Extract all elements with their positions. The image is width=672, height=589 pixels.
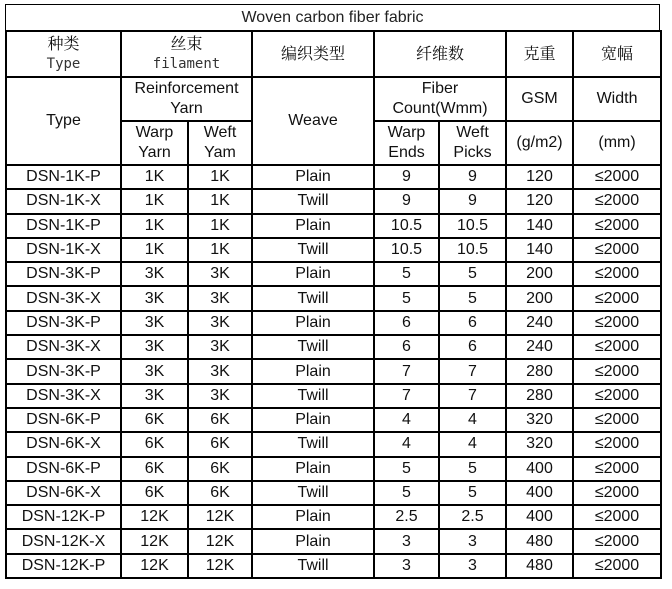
cell-warp-ends: 9 <box>374 165 439 189</box>
cell-weft-picks: 9 <box>439 189 506 213</box>
header-type-zh: 种类 Type <box>6 31 121 77</box>
cell-weave: Twill <box>252 286 374 310</box>
cell-gsm: 320 <box>506 432 573 456</box>
cell-type: DSN-1K-P <box>6 214 121 238</box>
cell-warp-yarn: 3K <box>121 335 188 359</box>
cell-weave: Plain <box>252 505 374 529</box>
cell-weft-yarn: 6K <box>188 481 252 505</box>
cell-warp-yarn: 12K <box>121 529 188 553</box>
cell-type: DSN-6K-P <box>6 457 121 481</box>
cell-weft-picks: 6 <box>439 311 506 335</box>
cell-warp-yarn: 3K <box>121 286 188 310</box>
cell-warp-ends: 10.5 <box>374 214 439 238</box>
table-row <box>6 481 661 505</box>
cell-width: ≤2000 <box>573 238 661 262</box>
header-row-english <box>6 77 661 121</box>
header-warp-ends: Warp Ends <box>374 121 439 165</box>
cell-warp-ends: 7 <box>374 384 439 408</box>
cell-weft-picks: 3 <box>439 554 506 578</box>
cell-weave: Plain <box>252 214 374 238</box>
table-body <box>6 165 661 578</box>
cell-warp-yarn: 6K <box>121 408 188 432</box>
cell-type: DSN-3K-P <box>6 311 121 335</box>
cell-warp-ends: 2.5 <box>374 505 439 529</box>
table-row <box>6 505 661 529</box>
cell-weave: Plain <box>252 457 374 481</box>
cell-weave: Twill <box>252 335 374 359</box>
cell-warp-ends: 3 <box>374 554 439 578</box>
table-row <box>6 359 661 383</box>
cell-weave: Twill <box>252 481 374 505</box>
cell-warp-yarn: 6K <box>121 481 188 505</box>
cell-weave: Plain <box>252 165 374 189</box>
cell-weave: Twill <box>252 554 374 578</box>
cell-warp-ends: 4 <box>374 432 439 456</box>
table-row <box>6 286 661 310</box>
header-gsm: GSM <box>506 77 573 121</box>
cell-weft-yarn: 3K <box>188 311 252 335</box>
cell-weft-yarn: 3K <box>188 262 252 286</box>
table-row <box>6 262 661 286</box>
cell-weave: Plain <box>252 529 374 553</box>
header-row-chinese <box>6 31 661 77</box>
cell-type: DSN-3K-X <box>6 335 121 359</box>
cell-type: DSN-3K-P <box>6 262 121 286</box>
cell-width: ≤2000 <box>573 262 661 286</box>
cell-warp-ends: 10.5 <box>374 238 439 262</box>
cell-width: ≤2000 <box>573 529 661 553</box>
cell-type: DSN-6K-P <box>6 408 121 432</box>
cell-type: DSN-12K-P <box>6 554 121 578</box>
cell-type: DSN-1K-X <box>6 238 121 262</box>
cell-gsm: 120 <box>506 189 573 213</box>
header-weft-picks: Weft Picks <box>439 121 506 165</box>
table-row <box>6 529 661 553</box>
cell-weft-picks: 5 <box>439 481 506 505</box>
cell-weft-yarn: 1K <box>188 189 252 213</box>
header-weave-zh: 编织类型 <box>252 31 374 77</box>
cell-weft-yarn: 6K <box>188 432 252 456</box>
cell-type: DSN-3K-P <box>6 359 121 383</box>
cell-type: DSN-6K-X <box>6 432 121 456</box>
cell-width: ≤2000 <box>573 554 661 578</box>
cell-weave: Twill <box>252 384 374 408</box>
cell-warp-yarn: 12K <box>121 554 188 578</box>
cell-weft-picks: 7 <box>439 384 506 408</box>
spec-sheet <box>5 4 660 579</box>
table-row <box>6 214 661 238</box>
cell-gsm: 140 <box>506 214 573 238</box>
cell-warp-yarn: 3K <box>121 262 188 286</box>
cell-gsm: 200 <box>506 262 573 286</box>
cell-gsm: 400 <box>506 505 573 529</box>
header-fiber-count: Fiber Count(Wmm) <box>374 77 506 121</box>
table-title: Woven carbon fiber fabric <box>5 4 660 30</box>
cell-gsm: 240 <box>506 335 573 359</box>
cell-warp-ends: 3 <box>374 529 439 553</box>
cell-weft-picks: 5 <box>439 262 506 286</box>
header-width-unit: (mm) <box>573 121 661 165</box>
cell-weave: Plain <box>252 408 374 432</box>
cell-gsm: 280 <box>506 359 573 383</box>
header-warp-yarn: Warp Yarn <box>121 121 188 165</box>
cell-warp-yarn: 3K <box>121 384 188 408</box>
table-row <box>6 554 661 578</box>
header-gsm-unit: (g/m2) <box>506 121 573 165</box>
cell-warp-yarn: 12K <box>121 505 188 529</box>
cell-warp-ends: 5 <box>374 262 439 286</box>
cell-type: DSN-12K-X <box>6 529 121 553</box>
cell-warp-yarn: 6K <box>121 457 188 481</box>
cell-type: DSN-12K-P <box>6 505 121 529</box>
header-weave: Weave <box>252 77 374 165</box>
cell-weave: Plain <box>252 311 374 335</box>
cell-type: DSN-6K-X <box>6 481 121 505</box>
cell-weft-picks: 10.5 <box>439 238 506 262</box>
cell-weft-yarn: 3K <box>188 286 252 310</box>
cell-weave: Twill <box>252 238 374 262</box>
cell-weft-picks: 5 <box>439 457 506 481</box>
header-type: Type <box>6 77 121 165</box>
cell-warp-ends: 4 <box>374 408 439 432</box>
cell-weft-picks: 5 <box>439 286 506 310</box>
cell-type: DSN-1K-X <box>6 189 121 213</box>
cell-weft-picks: 10.5 <box>439 214 506 238</box>
cell-type: DSN-3K-X <box>6 384 121 408</box>
cell-weft-picks: 3 <box>439 529 506 553</box>
cell-weft-yarn: 1K <box>188 238 252 262</box>
cell-weft-yarn: 3K <box>188 335 252 359</box>
cell-width: ≤2000 <box>573 311 661 335</box>
cell-gsm: 280 <box>506 384 573 408</box>
cell-width: ≤2000 <box>573 335 661 359</box>
cell-warp-ends: 5 <box>374 286 439 310</box>
table-row <box>6 189 661 213</box>
header-width-zh: 宽幅 <box>573 31 661 77</box>
cell-warp-ends: 6 <box>374 335 439 359</box>
cell-type: DSN-3K-X <box>6 286 121 310</box>
cell-gsm: 320 <box>506 408 573 432</box>
cell-warp-yarn: 3K <box>121 359 188 383</box>
fabric-spec-table <box>5 30 662 579</box>
cell-width: ≤2000 <box>573 286 661 310</box>
header-reinforcement-yarn: Reinforcement Yarn <box>121 77 252 121</box>
cell-gsm: 400 <box>506 481 573 505</box>
cell-warp-yarn: 1K <box>121 238 188 262</box>
cell-weft-yarn: 3K <box>188 384 252 408</box>
cell-width: ≤2000 <box>573 214 661 238</box>
cell-weft-yarn: 1K <box>188 214 252 238</box>
cell-weft-picks: 4 <box>439 408 506 432</box>
cell-warp-yarn: 6K <box>121 432 188 456</box>
cell-width: ≤2000 <box>573 481 661 505</box>
cell-width: ≤2000 <box>573 457 661 481</box>
cell-gsm: 200 <box>506 286 573 310</box>
cell-gsm: 120 <box>506 165 573 189</box>
cell-weft-picks: 2.5 <box>439 505 506 529</box>
table-row <box>6 432 661 456</box>
cell-warp-ends: 7 <box>374 359 439 383</box>
cell-gsm: 480 <box>506 554 573 578</box>
cell-weft-yarn: 12K <box>188 554 252 578</box>
cell-warp-yarn: 1K <box>121 189 188 213</box>
cell-width: ≤2000 <box>573 189 661 213</box>
cell-type: DSN-1K-P <box>6 165 121 189</box>
header-width: Width <box>573 77 661 121</box>
header-filament-zh: 丝束 filament <box>121 31 252 77</box>
cell-weft-yarn: 12K <box>188 529 252 553</box>
cell-weft-yarn: 6K <box>188 457 252 481</box>
header-fiber-zh: 纤维数 <box>374 31 506 77</box>
cell-gsm: 240 <box>506 311 573 335</box>
table-row <box>6 238 661 262</box>
cell-warp-ends: 5 <box>374 481 439 505</box>
cell-gsm: 400 <box>506 457 573 481</box>
cell-width: ≤2000 <box>573 165 661 189</box>
cell-weft-yarn: 3K <box>188 359 252 383</box>
table-row <box>6 384 661 408</box>
cell-warp-ends: 6 <box>374 311 439 335</box>
cell-width: ≤2000 <box>573 432 661 456</box>
cell-weave: Plain <box>252 359 374 383</box>
table-row <box>6 408 661 432</box>
table-row <box>6 311 661 335</box>
table-row <box>6 457 661 481</box>
cell-warp-yarn: 3K <box>121 311 188 335</box>
cell-weft-picks: 4 <box>439 432 506 456</box>
cell-weave: Twill <box>252 189 374 213</box>
header-gsm-zh: 克重 <box>506 31 573 77</box>
table-row <box>6 335 661 359</box>
cell-weave: Plain <box>252 262 374 286</box>
cell-weave: Twill <box>252 432 374 456</box>
header-weft-yarn: Weft Yam <box>188 121 252 165</box>
table-row <box>6 165 661 189</box>
cell-width: ≤2000 <box>573 384 661 408</box>
cell-warp-yarn: 1K <box>121 214 188 238</box>
cell-weft-yarn: 12K <box>188 505 252 529</box>
cell-width: ≤2000 <box>573 408 661 432</box>
cell-warp-ends: 9 <box>374 189 439 213</box>
cell-warp-yarn: 1K <box>121 165 188 189</box>
cell-gsm: 140 <box>506 238 573 262</box>
cell-width: ≤2000 <box>573 359 661 383</box>
cell-weft-picks: 7 <box>439 359 506 383</box>
cell-warp-ends: 5 <box>374 457 439 481</box>
cell-weft-picks: 6 <box>439 335 506 359</box>
cell-width: ≤2000 <box>573 505 661 529</box>
cell-weft-picks: 9 <box>439 165 506 189</box>
cell-weft-yarn: 6K <box>188 408 252 432</box>
cell-gsm: 480 <box>506 529 573 553</box>
cell-weft-yarn: 1K <box>188 165 252 189</box>
